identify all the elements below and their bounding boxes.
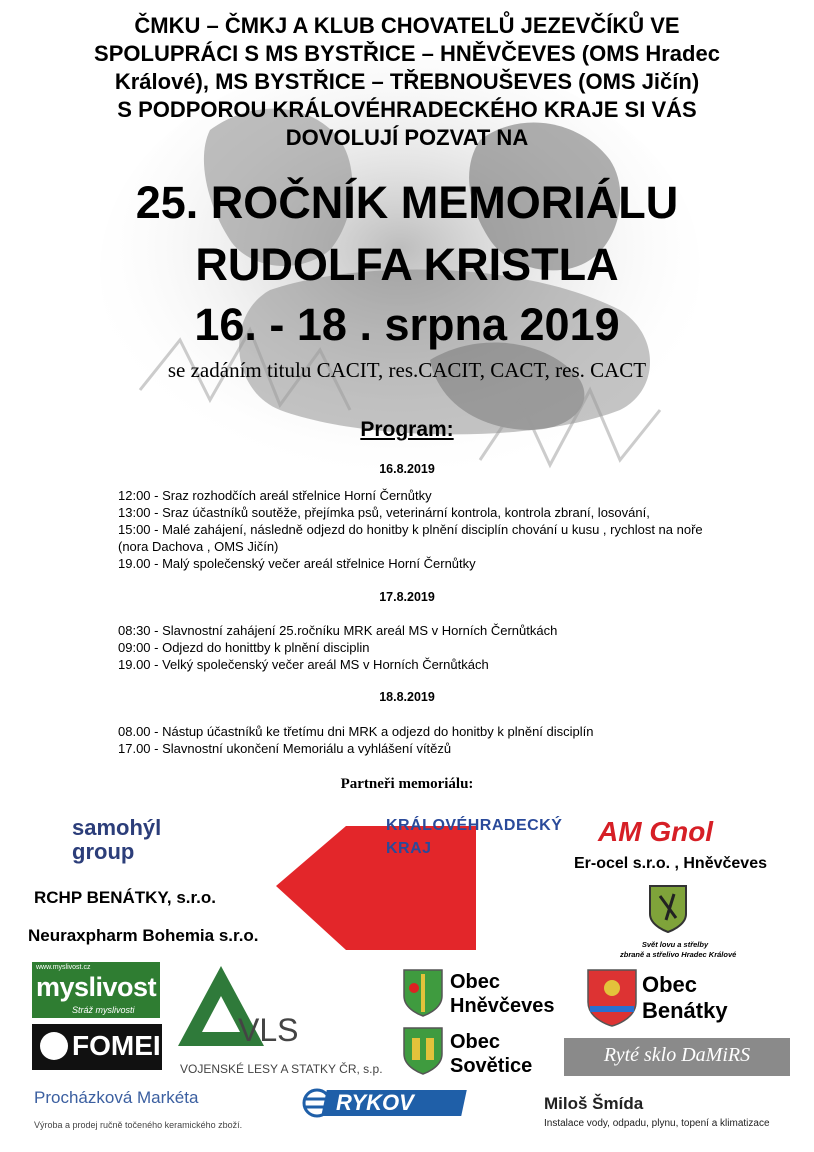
svet-lovu-text [620, 940, 737, 960]
event-title-line-2: RUDOLFA KRISTLA [195, 239, 619, 290]
kraj-logo-line-1: KRÁLOVÉHRADECKÝ [386, 817, 563, 834]
prochazkova-desc: Výroba a prodej ručně točeného keramického zboží. [34, 1120, 243, 1130]
day-1-item-3: 15:00 - Malé zahájení, následně odjezd do honitby k plnění disciplín chování u kusu , rychlost na noře [118, 522, 703, 537]
obec-hnevceves-line-1: Obec [450, 971, 501, 993]
day-3-date: 18.8.2019 [379, 690, 435, 704]
event-titles-awarded: se zadáním titulu CACIT, res.CACIT, CACT, res. CACT [167, 358, 647, 382]
kraj-logo [386, 814, 562, 860]
damirs-text: Ryté sklo DaMiRS [603, 1044, 751, 1066]
rykov-text: RYKOV [336, 1090, 414, 1115]
day-2-item-2: 09:00 - Odjezd do honittby k plnění disciplin [118, 640, 370, 655]
day-1-item-5: 19.00 - Malý společenský večer areál střelnice Horní Černůtky [118, 556, 476, 571]
header-line-4: S PODPOROU KRÁLOVÉHRADECKÉHO KRAJE SI VÁS [117, 97, 697, 122]
obec-sovetice-text [450, 1030, 532, 1078]
samohyl-logo-line-1: samohýl [72, 815, 162, 840]
hnevceves-coat-of-arms-icon [402, 968, 444, 1018]
rykov-logo [302, 1086, 464, 1120]
program-heading: Program: [360, 418, 454, 441]
samohyl-logo-line-2: group [72, 839, 135, 864]
smida-desc: Instalace vody, odpadu, plynu, topení a klimatizace [544, 1118, 770, 1129]
day-2-date: 17.8.2019 [379, 590, 435, 604]
svet-lovu-line-2: zbraně a střelivo Hradec Králové [620, 950, 737, 959]
fomei-text: FOMEI [72, 1030, 161, 1061]
erocel-text: Er-ocel s.r.o. , Hněvčeves [574, 855, 767, 872]
myslivost-title: myslivost [36, 972, 157, 1002]
benatky-coat-of-arms-icon [586, 968, 638, 1028]
prochazkova-name: Procházková Markéta [34, 1088, 199, 1107]
day-1-item-1: 12:00 - Sraz rozhodčích areál střelnice Horní Černůtky [118, 488, 432, 503]
day-1-date: 16.8.2019 [379, 462, 435, 476]
samohyl-logo [72, 816, 161, 864]
svet-lovu-shield-icon [648, 884, 688, 934]
fomei-circle-icon [40, 1032, 68, 1060]
myslivost-logo [32, 962, 160, 1018]
day-2-item-1: 08:30 - Slavnostní zahájení 25.ročníku MRK areál MS v Horních Černůtkách [118, 623, 558, 638]
obec-benatky-line-2: Benátky [642, 998, 728, 1023]
vls-text: VLS [238, 1012, 299, 1048]
event-title-line-1: 25. ROČNÍK MEMORIÁLU [135, 177, 679, 228]
header-line-5: DOVOLUJÍ POZVAT NA [285, 125, 529, 150]
sovetice-coat-of-arms-icon [402, 1026, 444, 1076]
event-dates: 16. - 18 . srpna 2019 [194, 299, 620, 350]
day-3-item-2: 17.00 - Slavnostní ukončení Memoriálu a vyhlášení vítězů [118, 741, 452, 756]
header-line-2: SPOLUPRÁCI S MS BYSTŘICE – HNĚVČEVES (OMS Hradec [94, 41, 720, 66]
day-3-item-1: 08.00 - Nástup účastníků ke třetímu dni MRK a odjezd do honitby k plnění disciplín [118, 724, 594, 739]
myslivost-subtitle: Stráž myslivosti [72, 1005, 135, 1015]
partners-heading: Partneři memoriálu: [340, 776, 474, 792]
fomei-logo [32, 1024, 162, 1070]
smida-name: Miloš Šmída [544, 1094, 644, 1113]
obec-benatky-line-1: Obec [642, 972, 698, 997]
myslivost-url: www.myslivost.cz [36, 964, 91, 971]
day-1-item-4: (nora Dachova , OMS Jičín) [118, 539, 279, 554]
header-line-1: ČMKU – ČMKJ A KLUB CHOVATELŮ JEZEVČÍKŮ VE [134, 13, 680, 38]
damirs-logo [564, 1038, 790, 1076]
obec-hnevceves-text [450, 970, 555, 1018]
obec-hnevceves-line-2: Hněvčeves [450, 995, 555, 1017]
rchp-text: RCHP BENÁTKY, s.r.o. [34, 888, 217, 907]
kraj-logo-line-2: KRAJ [386, 840, 432, 857]
day-2-item-3: 19.00 - Velký společenský večer areál MS v Horních Černůtkách [118, 657, 489, 672]
obec-benatky-text [642, 972, 728, 1024]
obec-sovetice-line-2: Sovětice [450, 1055, 533, 1077]
header-line-3: Králové), MS BYSTŘICE – TŘEBNOUŠEVES (OMS Jičín) [114, 69, 700, 94]
obec-sovetice-line-1: Obec [450, 1031, 501, 1053]
neuraxpharm-text: Neuraxpharm Bohemia s.r.o. [28, 926, 259, 945]
svet-lovu-line-1: Svět lovu a střelby [641, 940, 709, 949]
amgnol-logo: AM Gnol [598, 816, 714, 847]
day-1-item-2: 13:00 - Sraz účastníků soutěže, přejímka psů, veterinární kontrola, kontrola zbraní, losování, [118, 505, 650, 520]
vls-fullname: VOJENSKÉ LESY A STATKY ČR, s.p. [180, 1062, 383, 1076]
